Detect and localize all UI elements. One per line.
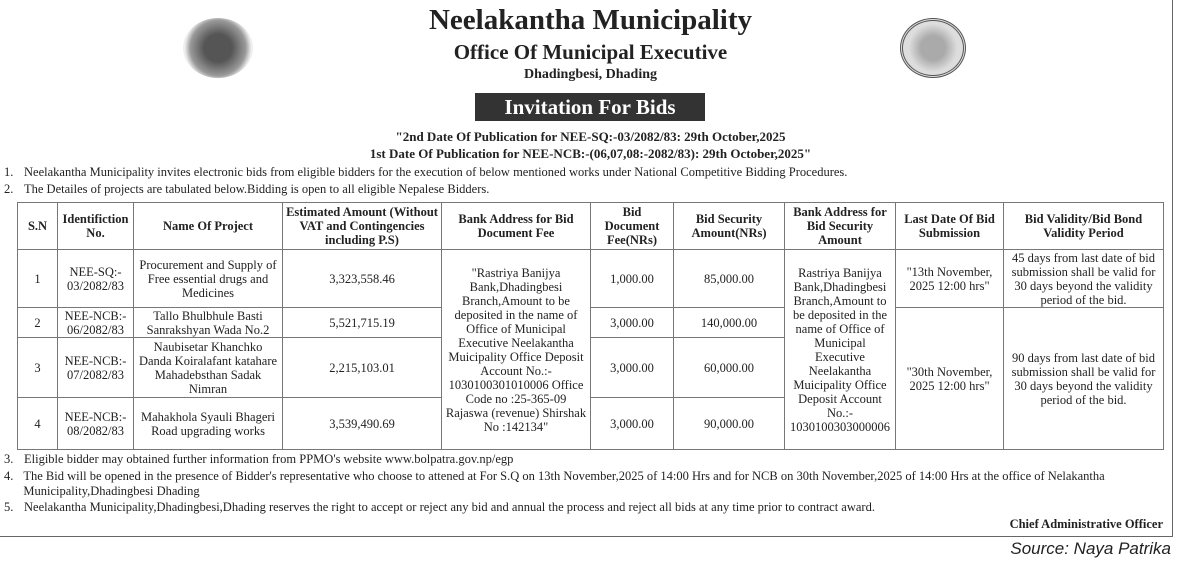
security-cell: 90,000.00 <box>674 398 785 450</box>
paragraph <box>4 469 1154 499</box>
date-cell: "13th November, 2025 12:00 hrs" <box>896 250 1004 308</box>
amount-cell: 3,323,558.46 <box>283 250 442 308</box>
para-text: Neelakantha Municipality invites electronic bids from eligible bidders for the execution of below mentioned works under National Competitive Bidding Procedures. <box>24 165 848 179</box>
column-header: Bid Security Amount(NRs) <box>674 203 785 250</box>
table-row <box>18 250 1164 308</box>
validity-cell: 90 days from last date of bid submission shall be valid for 30 days beyond the validity period of the bid. <box>1004 308 1164 450</box>
column-header: Last Date Of Bid Submission <box>896 203 1004 250</box>
paragraph <box>4 165 1154 180</box>
para-text: The Bid will be opened in the presence of Bidder's representative who choose to attened at For S.Q on 13th November,2025 of 14:00 Hrs and for NCB on 30th November,2025 of 14:00 Hrs at the office of Nelakantha Municipality,Dhadingbesi Dhading <box>23 469 1105 498</box>
id-cell: NEE-NCB:- 07/2082/83 <box>58 338 134 398</box>
para-text: Eligible bidder may obtained further information from PPMO's website www.bolpatra.gov.np/egp <box>24 452 514 466</box>
id-cell: NEE-NCB:- 08/2082/83 <box>58 398 134 450</box>
fee-cell: 3,000.00 <box>591 398 674 450</box>
publication-date-1: "2nd Date Of Publication for NEE-SQ:-03/2082/83: 29th October,2025 <box>395 129 786 144</box>
para-text: Neelakantha Municipality,Dhadingbesi,Dhading reserves the right to accept or reject any bid and annual the process and reject all bids at any time prior to contract award. <box>24 500 875 514</box>
amount-cell: 2,215,103.01 <box>283 338 442 398</box>
column-header: Bid Validity/Bid Bond Validity Period <box>1004 203 1164 250</box>
project-cell: Naubisetar Khanchko Danda Koiralafant katahare Mahadebsthan Sadak Nimran <box>134 338 283 398</box>
column-header: Bid Document Fee(NRs) <box>591 203 674 250</box>
date-cell: "30th November, 2025 12:00 hrs" <box>896 308 1004 450</box>
invitation-banner: Invitation For Bids <box>475 93 705 121</box>
amount-cell: 5,521,715.19 <box>283 308 442 338</box>
publication-date-2: 1st Date Of Publication for NEE-NCB:-(06,07,08:-2082/83): 29th October,2025" <box>369 146 812 161</box>
projects-table <box>17 202 1164 450</box>
security-cell: 85,000.00 <box>674 250 785 308</box>
id-cell: NEE-NCB:- 06/2082/83 <box>58 308 134 338</box>
project-cell: Mahakhola Syauli Bhageri Road upgrading works <box>134 398 283 450</box>
signature: Chief Administrative Officer <box>1009 517 1163 531</box>
para-number: 4. <box>4 469 14 483</box>
table-row <box>18 308 1164 338</box>
office-title: Office Of Municipal Executive <box>453 40 728 64</box>
para-number: 2. <box>4 182 14 196</box>
paragraph <box>4 452 1154 467</box>
paragraph <box>4 182 1154 197</box>
address: Dhadingbesi, Dhading <box>523 67 658 82</box>
amount-cell: 3,539,490.69 <box>283 398 442 450</box>
column-header: Bank Address for Bid Security Amount <box>785 203 896 250</box>
security-cell: 140,000.00 <box>674 308 785 338</box>
fee-cell: 1,000.00 <box>591 250 674 308</box>
sn-cell: 3 <box>18 338 58 398</box>
municipality-title: Neelakantha Municipality <box>428 4 753 36</box>
source-credit: Source: Naya Patrika <box>1010 539 1171 558</box>
project-cell: Tallo Bhulbhule Basti Sanrakshyan Wada No.2 <box>134 308 283 338</box>
column-header: Bank Address for Bid Document Fee <box>442 203 591 250</box>
para-number: 1. <box>4 165 14 179</box>
para-number: 3. <box>4 452 14 466</box>
column-header: Identifiction No. <box>58 203 134 250</box>
column-header: S.N <box>18 203 58 250</box>
paragraph <box>4 500 1154 515</box>
sn-cell: 4 <box>18 398 58 450</box>
bank-security-cell: Rastriya Banijya Bank,Dhadingbesi Branch,Amount to be deposited in the name of Office of Municipal Executive Neelakantha Muicipality Office Deposit Account No.:- 1030100303000006 <box>785 250 896 450</box>
bank-fee-cell: "Rastriya Banijya Bank,Dhadingbesi Branch,Amount to be deposited in the name of Office of Municipal Executive Neelakantha Muicipality Office Deposit Account No.:- 1030100301010006 Office Code no :25-365-09 Rajaswa (revenue) Shirshak No :142134" <box>442 250 591 450</box>
para-number: 5. <box>4 500 14 514</box>
project-cell: Procurement and Supply of Free essential drugs and Medicines <box>134 250 283 308</box>
validity-cell: 45 days from last date of bid submission shall be valid for 30 days beyond the validity period of the bid. <box>1004 250 1164 308</box>
sn-cell: 2 <box>18 308 58 338</box>
column-header: Estimated Amount (Without VAT and Contingencies including P.S) <box>283 203 442 250</box>
sn-cell: 1 <box>18 250 58 308</box>
id-cell: NEE-SQ:- 03/2082/83 <box>58 250 134 308</box>
table-header-row <box>18 203 1164 250</box>
fee-cell: 3,000.00 <box>591 338 674 398</box>
column-header: Name Of Project <box>134 203 283 250</box>
security-cell: 60,000.00 <box>674 338 785 398</box>
fee-cell: 3,000.00 <box>591 308 674 338</box>
para-text: The Detailes of projects are tabulated below.Bidding is open to all eligible Nepalese Bidders. <box>24 182 490 196</box>
